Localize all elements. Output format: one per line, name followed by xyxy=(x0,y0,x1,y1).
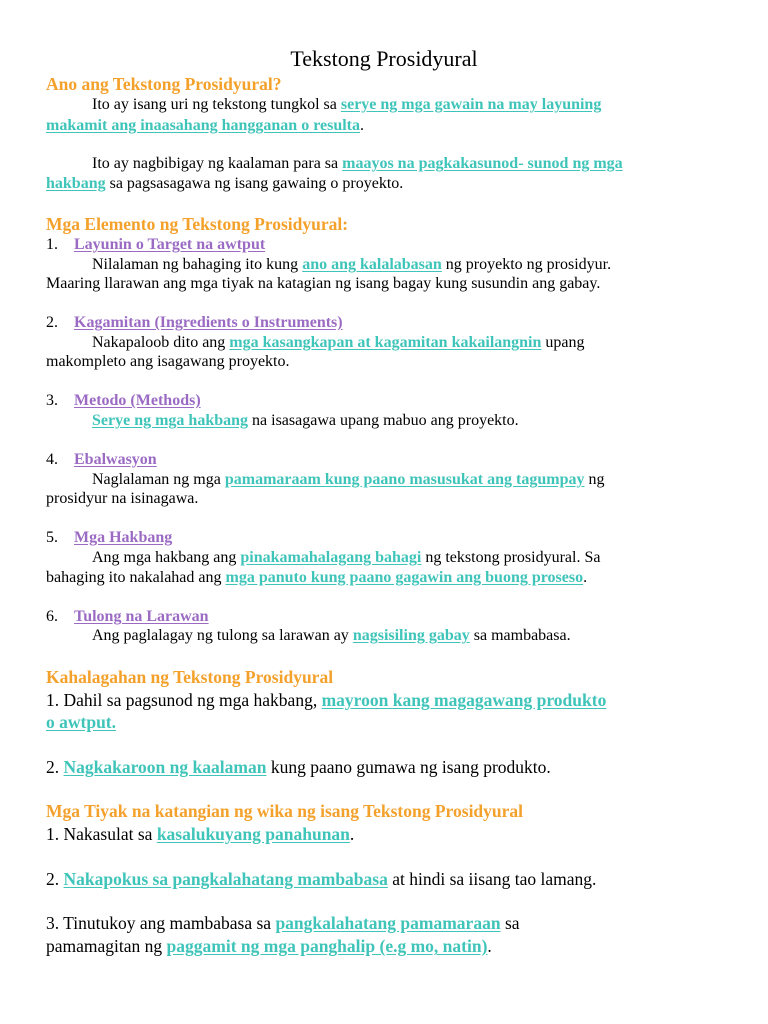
section-heading-elemento: Mga Elemento ng Tekstong Prosidyural: xyxy=(46,214,349,234)
text-span: . xyxy=(360,117,364,134)
highlight-text: Nakapokus sa pangkalahatang mambabasa xyxy=(63,869,388,889)
element-label: Metodo (Methods) xyxy=(74,392,201,409)
paragraph-2-line-2 xyxy=(46,174,403,194)
text-span: Ang paglalagay ng tulong sa larawan ay xyxy=(92,627,353,644)
element-item-2-heading xyxy=(46,313,343,333)
element-label: Tulong na Larawan xyxy=(74,608,209,625)
text-span: pamamagitan ng xyxy=(46,936,167,956)
text-span: ng xyxy=(584,471,605,488)
importance-item-1-line-1 xyxy=(46,689,606,711)
item-number: 6. xyxy=(46,608,58,625)
paragraph-1-line-1 xyxy=(92,95,601,115)
language-feature-item-1 xyxy=(46,823,354,845)
highlight-text: pamamaraam kung paano masusukat ang tagumpay xyxy=(224,471,585,488)
text-span: sa pagsasagawa ng isang gawaing o proyekto. xyxy=(105,175,404,192)
element-item-4-heading xyxy=(46,450,157,470)
element-item-5-line-2 xyxy=(46,568,587,588)
text-span: Ito ay nagbibigay ng kaalaman para sa xyxy=(92,155,343,172)
item-number: 5. xyxy=(46,529,58,546)
element-item-1-line-2: Maaring llarawan ang mga tiyak na katagian ng isang bagay kung susundin ang gabay. xyxy=(46,275,601,292)
text-span: at hindi sa iisang tao lamang. xyxy=(387,869,597,889)
highlight-text: nagsisiling gabay xyxy=(352,627,470,644)
item-number: 2. xyxy=(46,314,58,331)
text-span: Nakapaloob dito ang xyxy=(92,334,230,351)
element-item-1-line-1 xyxy=(92,255,611,275)
paragraph-2-line-1 xyxy=(92,154,623,174)
text-span: . xyxy=(487,936,492,956)
importance-item-1-line-2 xyxy=(46,711,116,733)
highlight-text: serye ng mga gawain na may layuning xyxy=(340,96,602,113)
element-item-5-line-1 xyxy=(92,548,600,568)
language-feature-item-3-line-1 xyxy=(46,912,520,934)
element-item-5-heading xyxy=(46,528,172,548)
element-item-3-heading xyxy=(46,391,201,411)
item-number: 1. xyxy=(46,236,58,253)
element-item-3-line-1 xyxy=(92,411,519,431)
text-span: bahaging ito nakalahad ang xyxy=(46,569,226,586)
text-span: ng tekstong prosidyural. Sa xyxy=(421,549,601,566)
element-item-6-heading xyxy=(46,607,209,627)
text-span: ng proyekto ng prosidyur. xyxy=(441,256,612,273)
highlight-text: mga kasangkapan at kagamitan kakailangnin xyxy=(229,334,542,351)
text-span: sa xyxy=(500,913,520,933)
element-item-6-line-1 xyxy=(92,626,571,646)
section-heading-kahalagahan: Kahalagahan ng Tekstong Prosidyural xyxy=(46,667,334,687)
highlight-text: hakbang xyxy=(46,175,106,192)
language-feature-item-2 xyxy=(46,868,596,890)
highlight-text: maayos na pagkakasunod- sunod ng mga xyxy=(342,155,623,172)
text-span: Naglalaman ng mga xyxy=(92,471,225,488)
text-span: Ang mga hakbang ang xyxy=(92,549,241,566)
text-span: Ito ay isang uri ng tekstong tungkol sa xyxy=(92,96,341,113)
element-item-4-line-1 xyxy=(92,470,604,490)
element-label: Mga Hakbang xyxy=(74,529,173,546)
text-span: 1. Dahil sa pagsunod ng mga hakbang, xyxy=(46,690,322,710)
section-heading-tiyak-na-katangian: Mga Tiyak na katangian ng wika ng isang Tekstong Prosidyural xyxy=(46,801,524,821)
highlight-text: makamit ang inaasahang hangganan o resulta xyxy=(46,117,360,134)
highlight-text: Serye ng mga hakbang xyxy=(92,412,249,429)
text-span: Nilalaman ng bahaging ito kung xyxy=(92,256,303,273)
highlight-text: kasalukuyang panahunan xyxy=(156,824,350,844)
element-label: Kagamitan (Ingredients o Instruments) xyxy=(74,314,343,331)
highlight-text: Nagkakaroon ng kaalaman xyxy=(63,757,267,777)
highlight-text: o awtput. xyxy=(46,712,117,732)
text-span: sa mambabasa. xyxy=(469,627,571,644)
text-span: 2. xyxy=(46,869,64,889)
highlight-text: pangkalahatang pamamaraan xyxy=(275,913,501,933)
language-feature-item-3-line-2 xyxy=(46,935,492,957)
highlight-text: ano ang kalalabasan xyxy=(302,256,442,273)
text-span: kung paano gumawa ng isang produkto. xyxy=(266,757,551,777)
highlight-text: pinakamahalagang bahagi xyxy=(240,549,422,566)
text-span: . xyxy=(583,569,588,586)
text-span: . xyxy=(349,824,355,844)
element-item-1-heading xyxy=(46,235,265,255)
text-span: upang xyxy=(541,334,585,351)
element-label: Ebalwasyon xyxy=(74,451,157,468)
item-number: 4. xyxy=(46,451,58,468)
element-label: Layunin o Target na awtput xyxy=(74,236,266,253)
document-title: Tekstong Prosidyural xyxy=(290,46,478,71)
highlight-text: mga panuto kung paano gagawin ang buong proseso xyxy=(225,569,584,586)
text-span: 3. Tinutukoy ang mambabasa sa xyxy=(46,913,276,933)
highlight-text: mayroon kang magagawang produkto xyxy=(321,690,607,710)
importance-item-2 xyxy=(46,756,551,778)
section-heading-ano-ang: Ano ang Tekstong Prosidyural? xyxy=(46,74,282,94)
item-number: 3. xyxy=(46,392,58,409)
highlight-text: paggamit ng mga panghalip (e.g mo, natin) xyxy=(166,936,488,956)
text-span: 1. Nakasulat sa xyxy=(46,824,157,844)
text-span: na isasagawa upang mabuo ang proyekto. xyxy=(248,412,519,429)
element-item-4-line-2: prosidyur na isinagawa. xyxy=(46,490,199,507)
paragraph-1-line-2 xyxy=(46,116,364,136)
element-item-2-line-1 xyxy=(92,333,585,353)
text-span: 2. xyxy=(46,757,64,777)
element-item-2-line-2: makompleto ang isagawang proyekto. xyxy=(46,353,290,370)
